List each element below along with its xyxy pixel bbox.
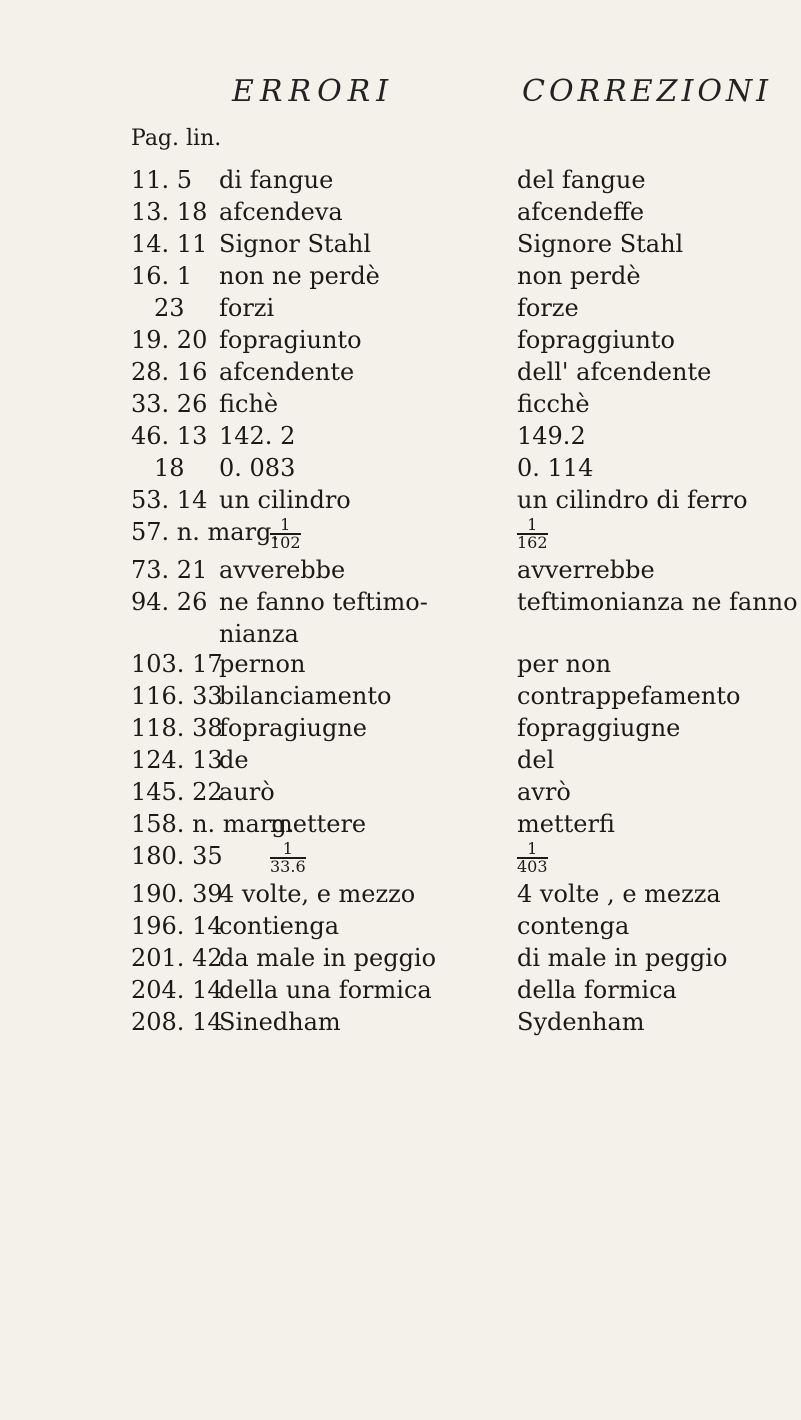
correction-text: 4 volte , e mezza — [517, 880, 721, 908]
correction-text: teftimonianza ne fanno — [517, 588, 798, 616]
errata-row — [0, 586, 801, 618]
error-text: della una formica — [219, 976, 432, 1004]
errata-row — [0, 554, 801, 586]
errori-heading: ERRORI — [232, 74, 395, 109]
correction-text: avrò — [517, 778, 571, 806]
correction-text: ficchè — [517, 390, 590, 418]
error-text: mettere — [270, 810, 367, 838]
errata-list — [0, 164, 801, 1038]
error-text: ne fanno teftimo- — [219, 588, 428, 616]
errata-row — [0, 356, 801, 388]
page-line-ref: 19. 20 — [131, 326, 208, 354]
fraction-numerator: 1 — [517, 517, 548, 535]
errata-row — [0, 776, 801, 808]
fraction-numerator: 1 — [270, 517, 301, 535]
correction-text: dell' afcendente — [517, 358, 712, 386]
correction-text: del fangue — [517, 166, 646, 194]
page-line-ref: 116. 33 — [131, 682, 223, 710]
page-line-ref: 196. 14 — [131, 912, 223, 940]
errata-row — [0, 648, 801, 680]
page-line-ref: 118. 38 — [131, 714, 223, 742]
errata-row — [0, 164, 801, 196]
error-text: Sinedham — [219, 1008, 341, 1036]
error-text: 0. 083 — [219, 454, 296, 482]
page-line-ref: 16. 1 — [131, 262, 193, 290]
error-text: non ne perdè — [219, 262, 380, 290]
errata-row — [0, 878, 801, 910]
error-text: di fangue — [219, 166, 334, 194]
correction-text: della formica — [517, 976, 677, 1004]
page-line-ref: 204. 14 — [131, 976, 223, 1004]
correction-text: forze — [517, 294, 579, 322]
correction-text: del — [517, 746, 555, 774]
errata-row — [0, 388, 801, 420]
errata-row — [0, 292, 801, 324]
errata-row — [0, 420, 801, 452]
error-text: nianza — [219, 620, 299, 648]
correction-text: Signore Stahl — [517, 230, 684, 258]
correzioni-heading: CORREZIONI — [522, 74, 773, 109]
error-fraction — [270, 516, 301, 551]
errata-row — [0, 228, 801, 260]
correction-text: fopraggiugne — [517, 714, 681, 742]
errata-row — [0, 680, 801, 712]
page-line-ref: 14. 11 — [131, 230, 208, 258]
correction-text: non perdè — [517, 262, 641, 290]
page-line-ref: 94. 26 — [131, 588, 208, 616]
errata-row — [0, 744, 801, 776]
page-line-ref: 180. 35 — [131, 842, 223, 870]
errata-row — [0, 196, 801, 228]
error-text: Signor Stahl — [219, 230, 372, 258]
correction-text: 149.2 — [517, 422, 586, 450]
page-line-ref: 57. n. marg. — [131, 518, 280, 546]
error-text: fopragiugne — [219, 714, 367, 742]
error-fraction — [270, 840, 306, 875]
fraction-numerator: 1 — [270, 841, 306, 859]
page-line-ref: 11. 5 — [131, 166, 193, 194]
error-text: fichè — [219, 390, 279, 418]
errata-row — [0, 484, 801, 516]
page-line-ref: 18 — [154, 454, 185, 482]
page-line-ref: 13. 18 — [131, 198, 208, 226]
errata-row-continuation — [0, 618, 801, 648]
correction-text: un cilindro di ferro — [517, 486, 748, 514]
fraction-numerator: 1 — [517, 841, 548, 859]
errata-row — [0, 808, 801, 840]
fraction-denominator: 403 — [517, 856, 548, 876]
error-text: de — [219, 746, 249, 774]
correction-text: avverrebbe — [517, 556, 655, 584]
page-line-ref: 201. 42 — [131, 944, 223, 972]
page-line-ref: 53. 14 — [131, 486, 208, 514]
fraction-denominator: 33.6 — [270, 856, 306, 876]
errata-row — [0, 942, 801, 974]
correction-text: fopraggiunto — [517, 326, 675, 354]
errata-row — [0, 516, 801, 554]
correction-text: contenga — [517, 912, 630, 940]
error-text: da male in peggio — [219, 944, 437, 972]
error-text: fopragiunto — [219, 326, 362, 354]
error-text: afcendeva — [219, 198, 343, 226]
page-line-ref: 158. n. marg. — [131, 810, 295, 838]
error-text: forzi — [219, 294, 275, 322]
page-line-ref: 28. 16 — [131, 358, 208, 386]
page-line-ref: 46. 13 — [131, 422, 208, 450]
error-text: un cilindro — [219, 486, 351, 514]
error-text: contienga — [219, 912, 339, 940]
pag-lin-label: Pag. lin. — [131, 126, 222, 151]
error-text: pernon — [219, 650, 306, 678]
fraction-denominator: 102 — [270, 532, 301, 552]
correction-text: metterfi — [517, 810, 615, 838]
error-text: 142. 2 — [219, 422, 296, 450]
errata-row — [0, 1006, 801, 1038]
correction-fraction — [517, 840, 548, 875]
errata-row — [0, 324, 801, 356]
errata-row — [0, 910, 801, 942]
errata-row — [0, 712, 801, 744]
page-line-ref: 145. 22 — [131, 778, 223, 806]
error-text: avverebbe — [219, 556, 346, 584]
page-line-ref: 208. 14 — [131, 1008, 223, 1036]
fraction-denominator: 162 — [517, 532, 548, 552]
page-line-ref: 33. 26 — [131, 390, 208, 418]
errata-row — [0, 840, 801, 878]
page-line-ref: 23 — [154, 294, 185, 322]
error-text: bilanciamento — [219, 682, 392, 710]
errata-row — [0, 452, 801, 484]
page-line-ref: 73. 21 — [131, 556, 208, 584]
error-text: aurò — [219, 778, 275, 806]
correction-text: 0. 114 — [517, 454, 594, 482]
correction-text: per non — [517, 650, 612, 678]
errata-row — [0, 974, 801, 1006]
error-text: 4 volte, e mezzo — [219, 880, 416, 908]
correction-fraction — [517, 516, 548, 551]
correction-text: di male in peggio — [517, 944, 728, 972]
page-line-ref: 190. 39 — [131, 880, 223, 908]
correction-text: contrappefamento — [517, 682, 741, 710]
page-line-ref: 103. 17 — [131, 650, 223, 678]
errata-row — [0, 260, 801, 292]
correction-text: Sydenham — [517, 1008, 645, 1036]
correction-text: afcendeffe — [517, 198, 645, 226]
error-text: afcendente — [219, 358, 355, 386]
page-line-ref: 124. 13 — [131, 746, 223, 774]
